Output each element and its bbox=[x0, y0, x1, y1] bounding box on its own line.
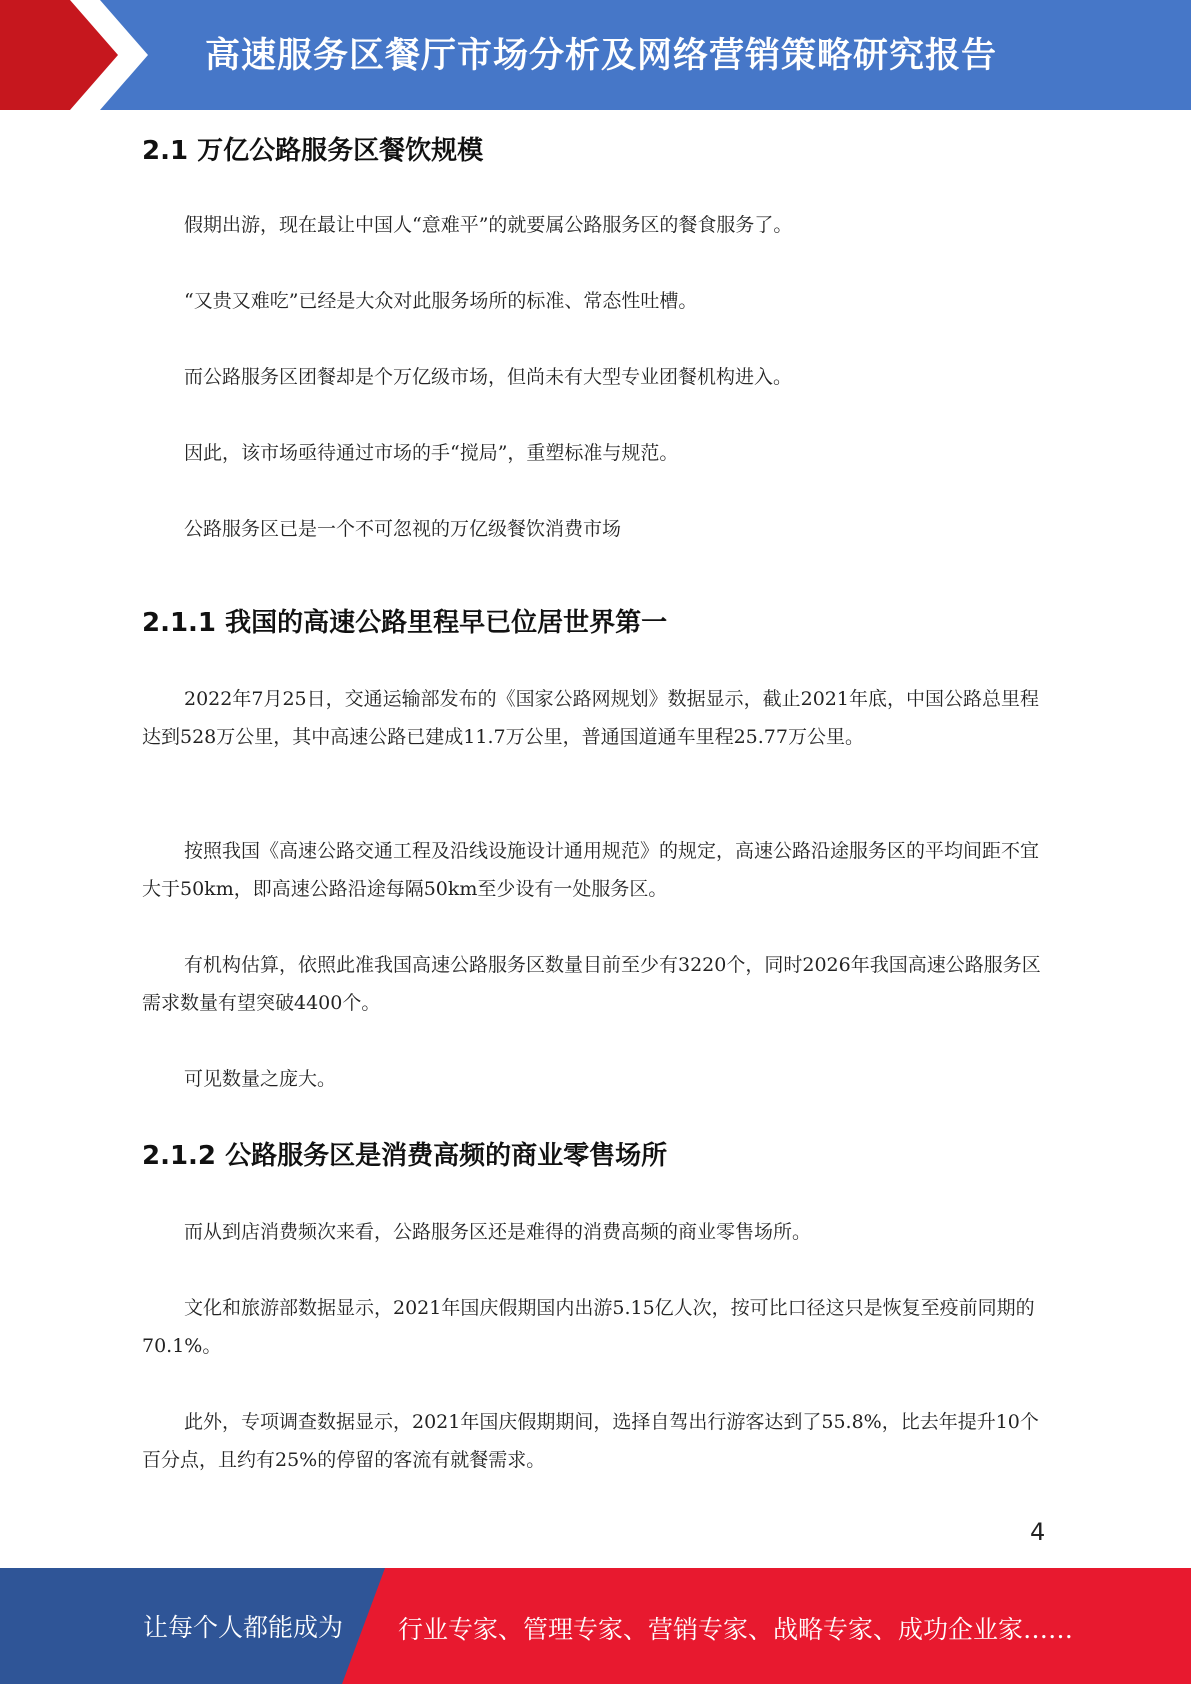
paragraph: 此外，专项调查数据显示，2021年国庆假期期间，选择自驾出行游客达到了55.8%，比去年提升10个百分点，且约有25%的停留的客流有就餐需求。 bbox=[142, 1411, 1039, 1471]
paragraph: 可见数量之庞大。 bbox=[184, 1068, 337, 1090]
page-number: 4 bbox=[1030, 1518, 1046, 1546]
paragraph: 有机构估算，依照此准我国高速公路服务区数量目前至少有3220个，同时2026年我国高速公路服务区需求数量有望突破4400个。 bbox=[142, 954, 1041, 1014]
paragraph: 2022年7月25日，交通运输部发布的《国家公路网规划》数据显示，截止2021年底，中国公路总里程达到528万公里，其中高速公路已建成11.7万公里，普通国道通车里程25.77万公里。 bbox=[142, 688, 1039, 748]
section-heading: 2.1.1 我国的高速公路里程早已位居世界第一 bbox=[142, 608, 668, 638]
paragraph: 因此，该市场亟待通过市场的手“搅局”，重塑标准与规范。 bbox=[184, 442, 679, 464]
report-title: 高速服务区餐厅市场分析及网络营销策略研究报告 bbox=[205, 36, 998, 76]
paragraph: 而从到店消费频次来看，公路服务区还是难得的消费高频的商业零售场所。 bbox=[184, 1221, 812, 1243]
footer-slogan: 让每个人都能成为 bbox=[143, 1613, 344, 1642]
footer-tagline: 行业专家、管理专家、营销专家、战略专家、成功企业家…… bbox=[398, 1615, 1074, 1644]
paragraph: 公路服务区已是一个不可忽视的万亿级餐饮消费市场 bbox=[184, 518, 622, 540]
paragraph: 文化和旅游部数据显示，2021年国庆假期国内出游5.15亿人次，按可比口径这只是恢复至疫前同期的70.1%。 bbox=[142, 1297, 1035, 1357]
paragraph: 假期出游，现在最让中国人“意难平”的就要属公路服务区的餐食服务了。 bbox=[184, 214, 793, 236]
section-heading: 2.1.2 公路服务区是消费高频的商业零售场所 bbox=[142, 1141, 668, 1171]
section-heading: 2.1 万亿公路服务区餐饮规模 bbox=[142, 136, 484, 166]
paragraph: 按照我国《高速公路交通工程及沿线设施设计通用规范》的规定，高速公路沿途服务区的平均间距不宜大于50km，即高速公路沿途每隔50km至少设有一处服务区。 bbox=[142, 840, 1040, 900]
paragraph: “又贵又难吃”已经是大众对此服务场所的标准、常态性吐槽。 bbox=[184, 290, 698, 312]
page-footer bbox=[0, 1568, 1191, 1684]
page-header bbox=[0, 0, 1191, 110]
paragraph: 而公路服务区团餐却是个万亿级市场，但尚未有大型专业团餐机构进入。 bbox=[184, 366, 793, 388]
